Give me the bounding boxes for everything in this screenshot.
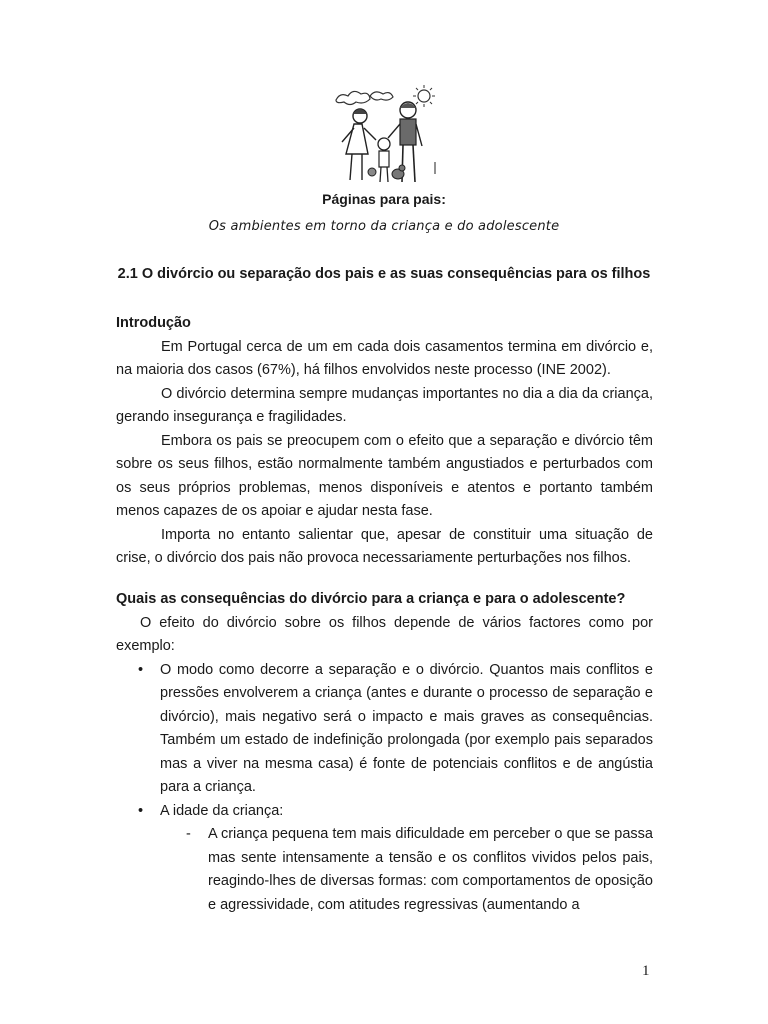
- intro-paragraph-3: Embora os pais se preocupem com o efeito que a separação e divórcio têm sobre os seus filhos, estão normalmente também angustiados e perturbados com os seus próprios problemas, menos disponíveis e atentos e portanto também menos capazes de os apoiar e ajudar nesta fase.: [116, 432, 653, 519]
- dash-icon: -: [186, 826, 191, 842]
- intro-paragraph-1: Em Portugal cerca de um em cada dois casamentos termina em divórcio e, na maioria dos casos (67%), há filhos envolvidos neste processo (INE 2002).: [116, 338, 653, 378]
- bullet-text: O modo como decorre a separação e o divórcio. Quantos mais conflitos e pressões envolverem a criança (antes e durante o processo de separação e divórcio), mais negativo será o impacto e mais graves as consequências. Também um estado de indefinição prolongada (por exemplo pais separados mas a viver na mesma casa) é fonte de potenciais conflitos e de angústia para a criança.: [160, 661, 653, 795]
- list-item: [116, 823, 653, 917]
- consequences-section: [116, 588, 653, 917]
- consequences-intro: O efeito do divórcio sobre os filhos depende de vários factores como por exemplo:: [116, 614, 653, 654]
- page-title: Páginas para pais:: [322, 191, 446, 207]
- bullet-text: A idade da criança:: [160, 802, 284, 819]
- section-title: 2.1 O divórcio ou separação dos pais e as suas consequências para os filhos: [117, 266, 651, 282]
- bullet-icon: •: [138, 661, 144, 678]
- dash-text: A criança pequena tem mais dificuldade em perceber o que se passa mas sente intensamente a tensão e os conflitos vividos pelos pais, reagindo-lhes de diversas formas: com comportamentos de oposição e agressividade, com atitudes regressivas (aumentando a: [208, 826, 653, 913]
- intro-heading: Introdução: [116, 315, 191, 331]
- intro-paragraph-4: Importa no entanto salientar que, apesar de constituir uma situação de crise, o divórcio dos pais não provoca necessariamente perturbações nos filhos.: [116, 526, 653, 566]
- age-sublist: [116, 823, 653, 917]
- factors-list: [116, 659, 653, 824]
- bullet-icon: •: [138, 802, 144, 819]
- intro-paragraph-2: O divórcio determina sempre mudanças importantes no dia a dia da criança, gerando insegurança e fragilidades.: [116, 385, 653, 425]
- page-number: 1: [642, 963, 650, 979]
- list-item: [116, 659, 653, 800]
- page-subtitle: Os ambientes em torno da criança e do adolescente: [208, 219, 560, 234]
- family-illustration-icon: [330, 84, 438, 190]
- list-item: [116, 800, 653, 824]
- consequences-heading: Quais as consequências do divórcio para a criança e para o adolescente?: [116, 591, 626, 607]
- intro-section: [116, 312, 653, 571]
